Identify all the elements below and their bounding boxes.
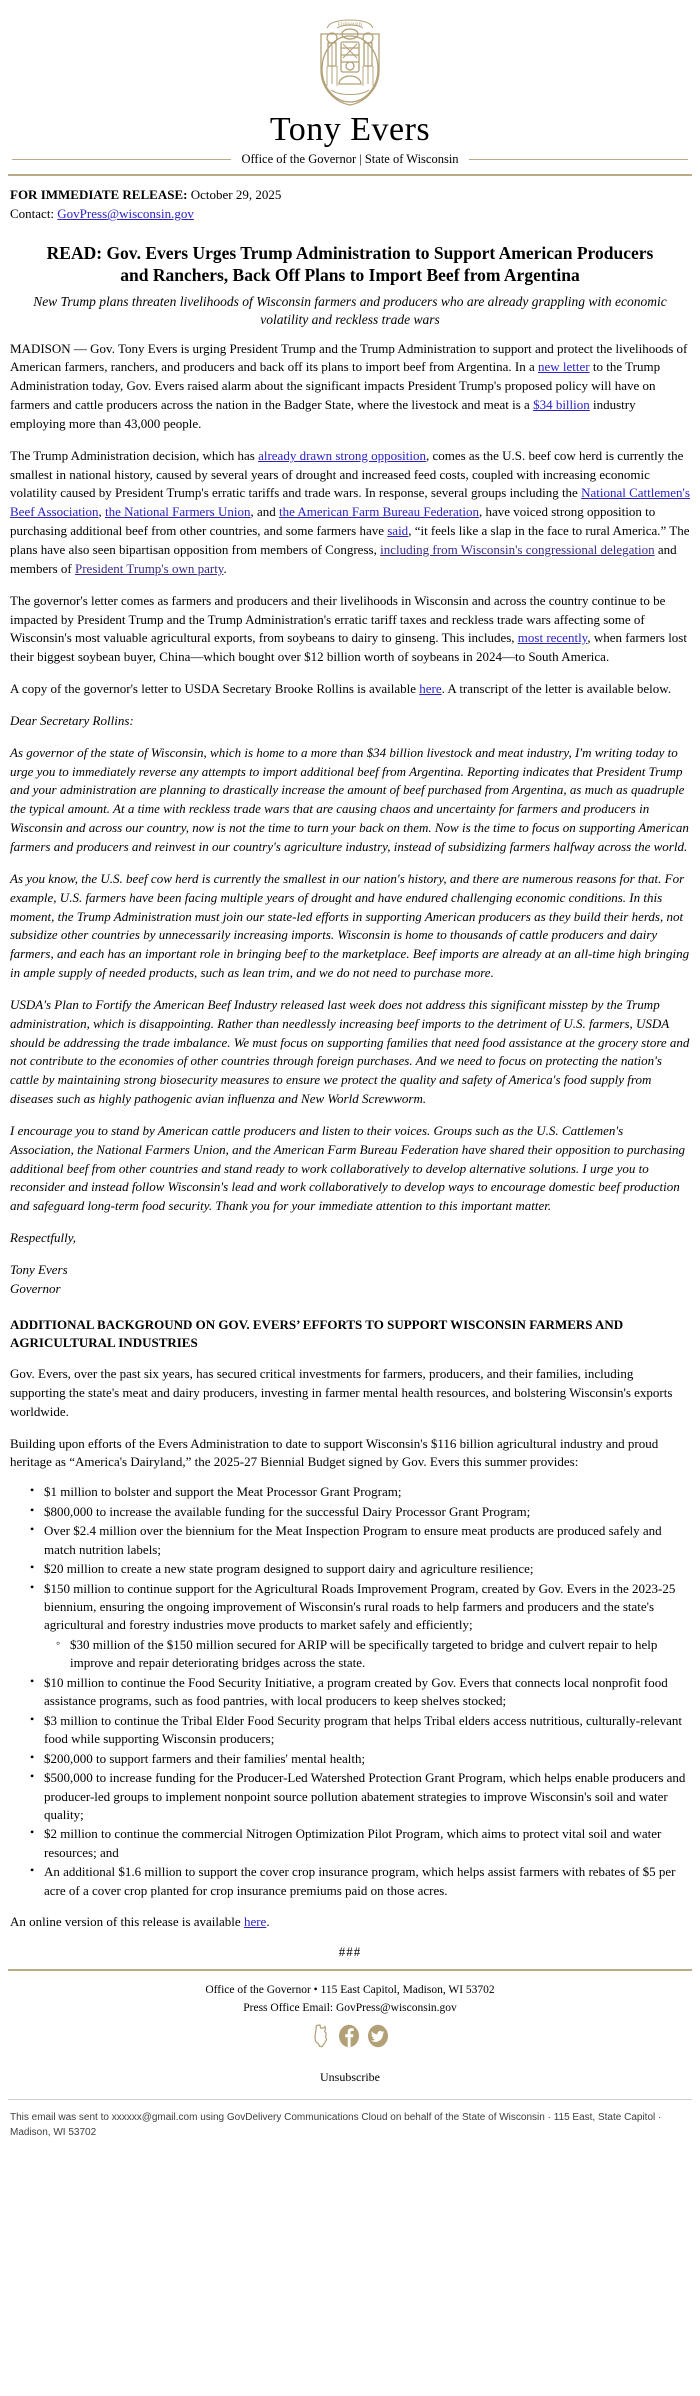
unsubscribe-link[interactable]: Unsubscribe <box>320 2070 380 2085</box>
rule-right <box>469 159 688 160</box>
p4-text-b: . A transcript of the letter is available below. <box>441 681 672 697</box>
page-title: READ: Gov. Evers Urges Trump Administration to Support American Producers and Ranchers, Back Off Plans to Import Beef from Argentina <box>46 242 654 286</box>
release-meta <box>0 176 700 224</box>
background-paragraph-1: Gov. Evers, over the past six years, has secured critical investments for farmers, producers, and their families, including supporting the state's meat and dairy producers, investing in farmer mental health resources, and bolstering Wisconsin's exports worldwide. <box>10 1366 673 1419</box>
online-version-here-link[interactable]: here <box>243 1914 267 1930</box>
footer-address: Office of the Governor • 115 East Capitol, Madison, WI 53702 <box>205 1984 495 1997</box>
rule-left <box>12 159 231 160</box>
social-links <box>0 2024 700 2054</box>
body-paragraph-4 <box>10 680 690 699</box>
list-item <box>44 1674 690 1711</box>
letter-paragraph-1: As governor of the state of Wisconsin, which is home to a more than $34 billion livestock and meat industry, I'm writing today to urge you to immediately reverse any attempts to import additional beef from Argentina. Reporting indicates that President Trump and your administration are planning to drastically increase the amount of beef purchased from Argentina, as much as quadruple the typical amount. At a time with reckless trade wars that are causing chaos and uncertainty for farmers and producers in Wisconsin and across our country, now is not the time to turn your back on them. Now is the time to focus on supporting American farmers and producers and reinvest in our country's agriculture industry, instead of subsidizing farmers halfway across the world. <box>10 744 689 854</box>
p1-text-c: industry employing more than 43,000 people. <box>10 397 636 431</box>
most-recently-link[interactable]: most recently <box>517 630 588 646</box>
letter-paragraph-2: As you know, the U.S. beef cow herd is currently the smallest in our nation's history, and there are numerous reasons for that. For example, U.S. farmers have been facing multiple years of drought and have endured challenging economic conditions. In this moment, the Trump Administration must join our state-led efforts in supporting American producers as they build their herds, not subsidize other countries by unnecessarily increasing imports. Wisconsin is home to thousands of cattle producers and dairy farmers, and each has an important role in bringing beef to the marketplace. Beef imports are already at an all-time high bringing in ample supply of needed products, such as lean trim, and we do not need to purchase more. <box>10 870 690 981</box>
body-paragraph-2 <box>10 447 690 579</box>
svg-text:FORWARD: FORWARD <box>337 23 363 28</box>
list-item <box>44 1712 690 1749</box>
p3-text-b: , when farmers lost their biggest soybean buyer, China—which bought over $12 billion worth of soybeans in 2024—to South America. <box>10 630 687 665</box>
list-item <box>44 1580 690 1673</box>
letter-salutation: Dear Secretary Rollins: <box>10 712 134 728</box>
bullet-text: Over $2.4 million over the biennium for the Meat Inspection Program to ensure meat products are produced safely and match nutrition labels; <box>44 1523 662 1557</box>
new-letter-link[interactable]: new letter <box>538 359 590 375</box>
body-paragraph-3 <box>10 592 690 667</box>
p2-text-h: . <box>223 560 227 576</box>
budget-bullet-list <box>10 1483 690 1900</box>
bullet-text: $150 million to continue support for the Agricultural Roads Improvement Program, created by Gov. Evers in the 2023-25 biennium, ensuring the ongoing improvement of Wisconsin's rural roads to help farmers and producers and the state's agricultural and forestry industries move products to market safely and efficiently; <box>44 1580 676 1633</box>
office-line-row <box>0 152 700 167</box>
release-date: October 29, 2025 <box>190 186 282 202</box>
contact-line <box>10 204 690 224</box>
bullet-text: $2 million to continue the commercial Nitrogen Optimization Pilot Program, which aims to protect vital soil and water resources; and <box>44 1826 662 1860</box>
twitter-icon[interactable] <box>367 2024 389 2054</box>
background-heading: ADDITIONAL BACKGROUND ON GOV. EVERS’ EFFORTS TO SUPPORT WISCONSIN FARMERS AND AGRICULTURAL INDUSTRIES <box>10 1316 624 1350</box>
end-marker: ### <box>338 1944 362 1960</box>
wisconsin-state-seal-icon <box>0 14 700 110</box>
thirty-four-billion-link[interactable]: $34 billion <box>533 397 590 413</box>
list-item <box>70 1636 690 1673</box>
p2-text-d: , and <box>250 504 279 520</box>
bullet-text: $10 million to continue the Food Security Initiative, a program created by Gov. Evers that connects local nonprofit food assistance programs, such as food pantries, with local producers to keep shelves stocked; <box>44 1674 668 1709</box>
list-item <box>44 1483 690 1501</box>
online-suffix: . <box>266 1914 270 1930</box>
list-item <box>44 1503 690 1521</box>
letter-closing: Respectfully, <box>10 1230 77 1246</box>
office-line: Office of the Governor | State of Wisconsin <box>241 151 459 166</box>
farm-bureau-federation-link[interactable]: the American Farm Bureau Federation <box>279 504 479 520</box>
cattlemens-association-link[interactable]: National Cattlemen's Beef Association <box>10 485 690 520</box>
letter-signature <box>10 1261 690 1299</box>
list-item <box>44 1750 690 1768</box>
footer <box>0 1971 700 2099</box>
p4-text-a: A copy of the governor's letter to USDA Secretary Brooke Rollins is available <box>10 681 420 697</box>
bullet-text: $500,000 to increase funding for the Producer-Led Watershed Protection Grant Program, which helps enable producers and producer-led groups to implement nonpoint source pollution abatement strategies to improve Wisconsin's soil and water quality; <box>44 1770 686 1822</box>
background-paragraph-2: Building upon efforts of the Evers Administration to date to support Wisconsin's $116 billion agricultural industry and proud heritage as “America's Dairyland,” the 2025-27 Biennial Budget signed by Gov. Evers this summer provides: <box>10 1435 659 1470</box>
unsubscribe-link-wrap <box>0 2068 700 2099</box>
wisconsin-state-outline-icon[interactable] <box>311 2024 331 2054</box>
bullet-text: $200,000 to support farmers and their families' mental health; <box>44 1750 366 1766</box>
letter-paragraph-3: USDA's Plan to Fortify the American Beef Industry released last week does not address this significant misstep by the Trump administration, which is disappointing. Rather than needlessly increasing beef imports to the detriment of U.S. farmers, USDA should be addressing the trade imbalance. We must focus on supporting families that need food assistance at the grocery store and not contribute to the economies of other countries through foreign purchases. And we need to focus on protecting the nation's cattle by maintaining strong biosecurity measures to ensure we protect the quality and safety of America's food supply from diseases such as highly pathogenic avian influenza and New World Screwworm. <box>10 996 690 1107</box>
body-paragraph-1 <box>10 340 690 434</box>
budget-sub-bullet-list <box>44 1636 690 1673</box>
national-farmers-union-link[interactable]: the National Farmers Union <box>104 504 251 520</box>
contact-email-link[interactable]: GovPress@wisconsin.gov <box>57 206 194 222</box>
sub-bullet-text: $30 million of the $150 million secured for ARIP will be specifically targeted to bridge and culvert repair to help improve and repair deteriorating bridges across the state. <box>70 1636 658 1671</box>
p1-text-b: to the Trump Administration today, Gov. Evers raised alarm about the significant impacts President Trump's proposed policy will have on farmers and cattle producers across the nation in the Badger State, where the livestock and meat is a <box>10 359 661 413</box>
footer-press-email: Press Office Email: GovPress@wisconsin.gov <box>243 2002 457 2015</box>
trump-own-party-link[interactable]: President Trump's own party <box>74 560 224 576</box>
letter-paragraph-4: I encourage you to stand by American cattle producers and listen to their voices. Groups such as the U.S. Cattlemen's Association, the National Farmers Union, and the American Farm Bureau Federation have shared their opposition to purchasing additional beef from other countries and stand ready to work collaboratively to develop alternative solutions. I urge you to reconsider and instead follow Wisconsin's lead and work collaboratively to develop ways to encourage domestic beef production and safeguard long-term food security. Thank you for your immediate attention to this important matter. <box>10 1122 685 1214</box>
bullet-text: $20 million to create a new state program designed to support dairy and agriculture resilience; <box>44 1561 534 1577</box>
list-item <box>44 1560 690 1578</box>
list-item <box>44 1769 690 1824</box>
p2-text-e: , have voiced strong opposition to purchasing additional beef from other countries, and some farmers have <box>10 504 656 539</box>
strong-opposition-link[interactable]: already drawn strong opposition <box>258 447 426 463</box>
p1-text-a: MADISON — Gov. Tony Evers is urging President Trump and the Trump Administration to support and protect the livelihoods of American farmers, ranchers, and producers and back off its plans to import beef from Argentina. In a <box>10 340 688 375</box>
online-prefix: An online version of this release is available <box>10 1914 244 1930</box>
release-body <box>0 340 700 1933</box>
online-version-line <box>10 1913 690 1932</box>
list-item <box>44 1522 690 1559</box>
facebook-icon[interactable] <box>338 2024 360 2054</box>
said-link[interactable]: said <box>387 523 409 539</box>
release-date-line <box>10 185 690 205</box>
governor-name: Tony Evers <box>269 111 431 148</box>
bullet-text: $800,000 to increase the available funding for the successful Dairy Processor Grant Program; <box>44 1503 531 1519</box>
p2-text-a: The Trump Administration decision, which has <box>10 447 259 463</box>
list-item <box>44 1825 690 1862</box>
bullet-text: $1 million to bolster and support the Meat Processor Grant Program; <box>44 1484 402 1500</box>
signer-name: Tony Evers <box>10 1262 68 1277</box>
subheadline: New Trump plans threaten livelihoods of Wisconsin farmers and producers who are already grappling with economic volatility and reckless trade wars <box>33 294 667 328</box>
list-item <box>44 1863 690 1900</box>
p2-text-g: and members of <box>10 542 677 576</box>
p3-text-a: The governor's letter comes as farmers and producers and their livelihoods in Wisconsin and across the country continue to be impacted by President Trump and the Trump Administration's erratic tariff taxes and reckless trade wars affecting some of Wisconsin's most valuable agricultural exports, from soybeans to dairy to ginseng. This includes, <box>10 592 666 646</box>
release-label: FOR IMMEDIATE RELEASE: <box>10 186 188 202</box>
p2-text-c: , <box>98 504 105 520</box>
bullet-text: $3 million to continue the Tribal Elder Food Security program that helps Tribal elders access nutritious, culturally-relevant food while supporting Wisconsin producers; <box>44 1712 682 1747</box>
p2-text-b: , comes as the U.S. beef cow herd is currently the smallest in national history, caused by several years of drought and increased feed costs, coupled with increasing economic volatility caused by President Trump's erratic tariffs and trade wars. In response, several groups including the <box>10 447 684 501</box>
letter-copy-here-link[interactable]: here <box>419 681 442 697</box>
bullet-text: An additional $1.6 million to support the cover crop insurance program, which helps assist farmers with rebates of $5 per acre of a cover crop planted for crop insurance premiums paid on those acres. <box>44 1864 676 1898</box>
legal-notice: This email was sent to xxxxxx@gmail.com using GovDelivery Communications Cloud on behalf of the State of Wisconsin · 115 East, State Capitol · Madison, WI 53702 <box>10 2112 662 2139</box>
letter-transcript <box>10 712 690 1299</box>
signer-title: Governor <box>10 1280 61 1296</box>
congressional-delegation-link[interactable]: including from Wisconsin's congressional delegation <box>380 542 655 557</box>
p2-text-f: , “it feels like a slap in the face to rural America.” The plans have also seen bipartisan opposition from members of Congress, <box>10 523 690 557</box>
contact-label: Contact: <box>10 206 55 222</box>
masthead <box>0 0 700 176</box>
